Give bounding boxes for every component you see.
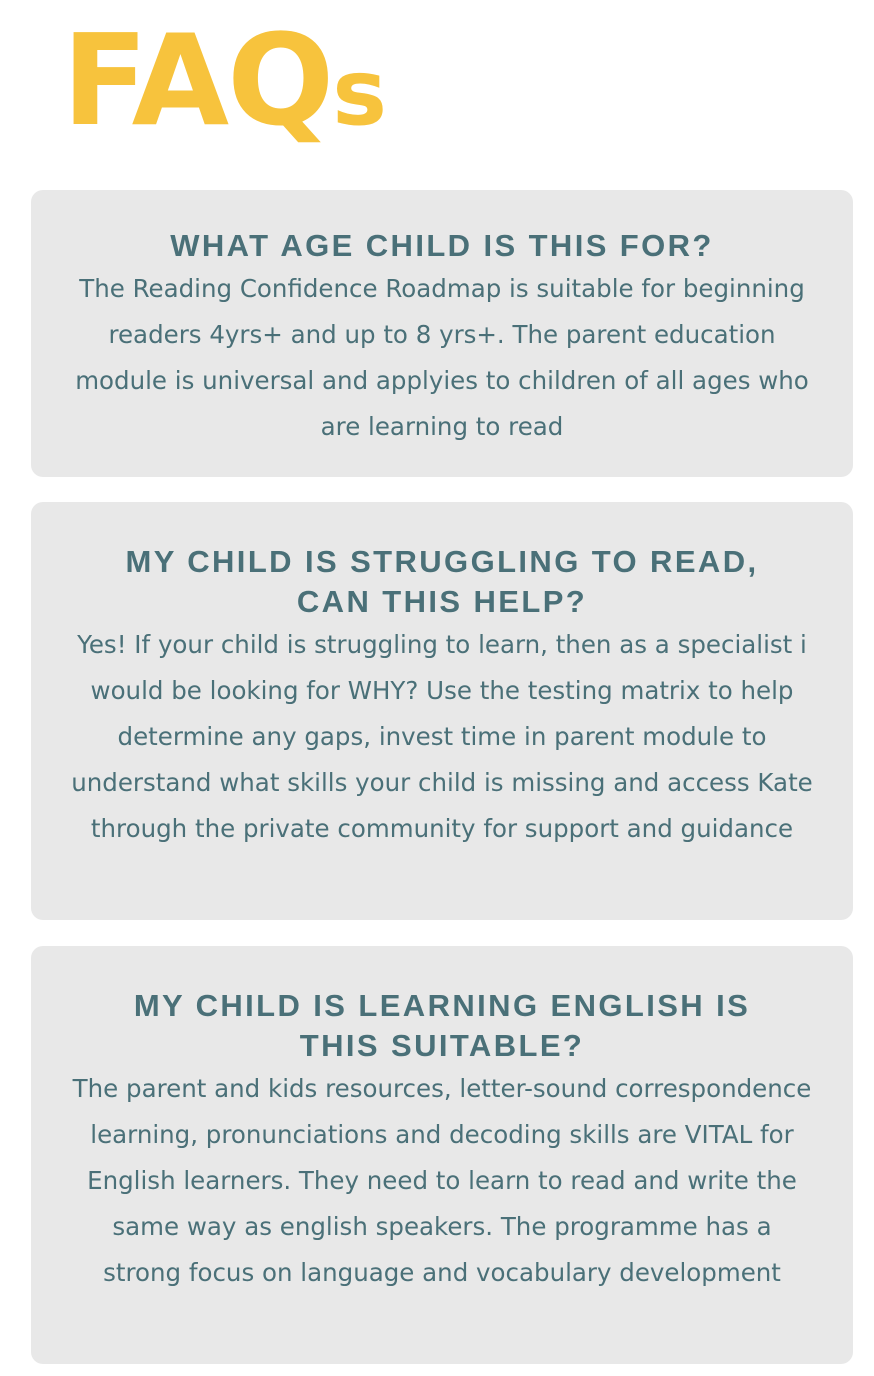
faq-question-line: CAN THIS HELP? <box>296 584 588 619</box>
page-title-suffix: s <box>332 39 388 146</box>
faq-question-line: THIS SUITABLE? <box>299 1028 585 1063</box>
page-title-main: FAQ <box>62 7 333 154</box>
faq-card-struggling <box>31 502 853 920</box>
faq-question <box>71 226 813 266</box>
faq-card-age <box>31 190 853 477</box>
faq-card-english <box>31 946 853 1364</box>
faq-question <box>71 986 813 1066</box>
faq-question <box>71 542 813 622</box>
faq-answer: The Reading Confidence Roadmap is suitable for beginning readers 4yrs+ and up to 8 yrs+. The parent education module is universal and applyies to children of all ages who are learning to read <box>75 274 809 441</box>
faq-question-line: MY CHILD IS LEARNING ENGLISH IS <box>133 988 751 1023</box>
faq-question-line: WHAT AGE CHILD IS THIS FOR? <box>170 228 714 263</box>
faq-answer: The parent and kids resources, letter-sound correspondence learning, pronunciations and decoding skills are VITAL for English learners. They need to learn to read and write the same way as english speakers. The programme has a strong focus on language and vocabulary development <box>72 1074 812 1287</box>
page-title <box>62 7 388 154</box>
faq-question-line: MY CHILD IS STRUGGLING TO READ, <box>125 544 759 579</box>
faq-answer: Yes! If your child is struggling to learn, then as a specialist i would be looking for WHY? Use the testing matrix to help determine any gaps, invest time in parent module to understand what skills your child is missing and access Kate through the private community for support and guidance <box>71 630 813 843</box>
